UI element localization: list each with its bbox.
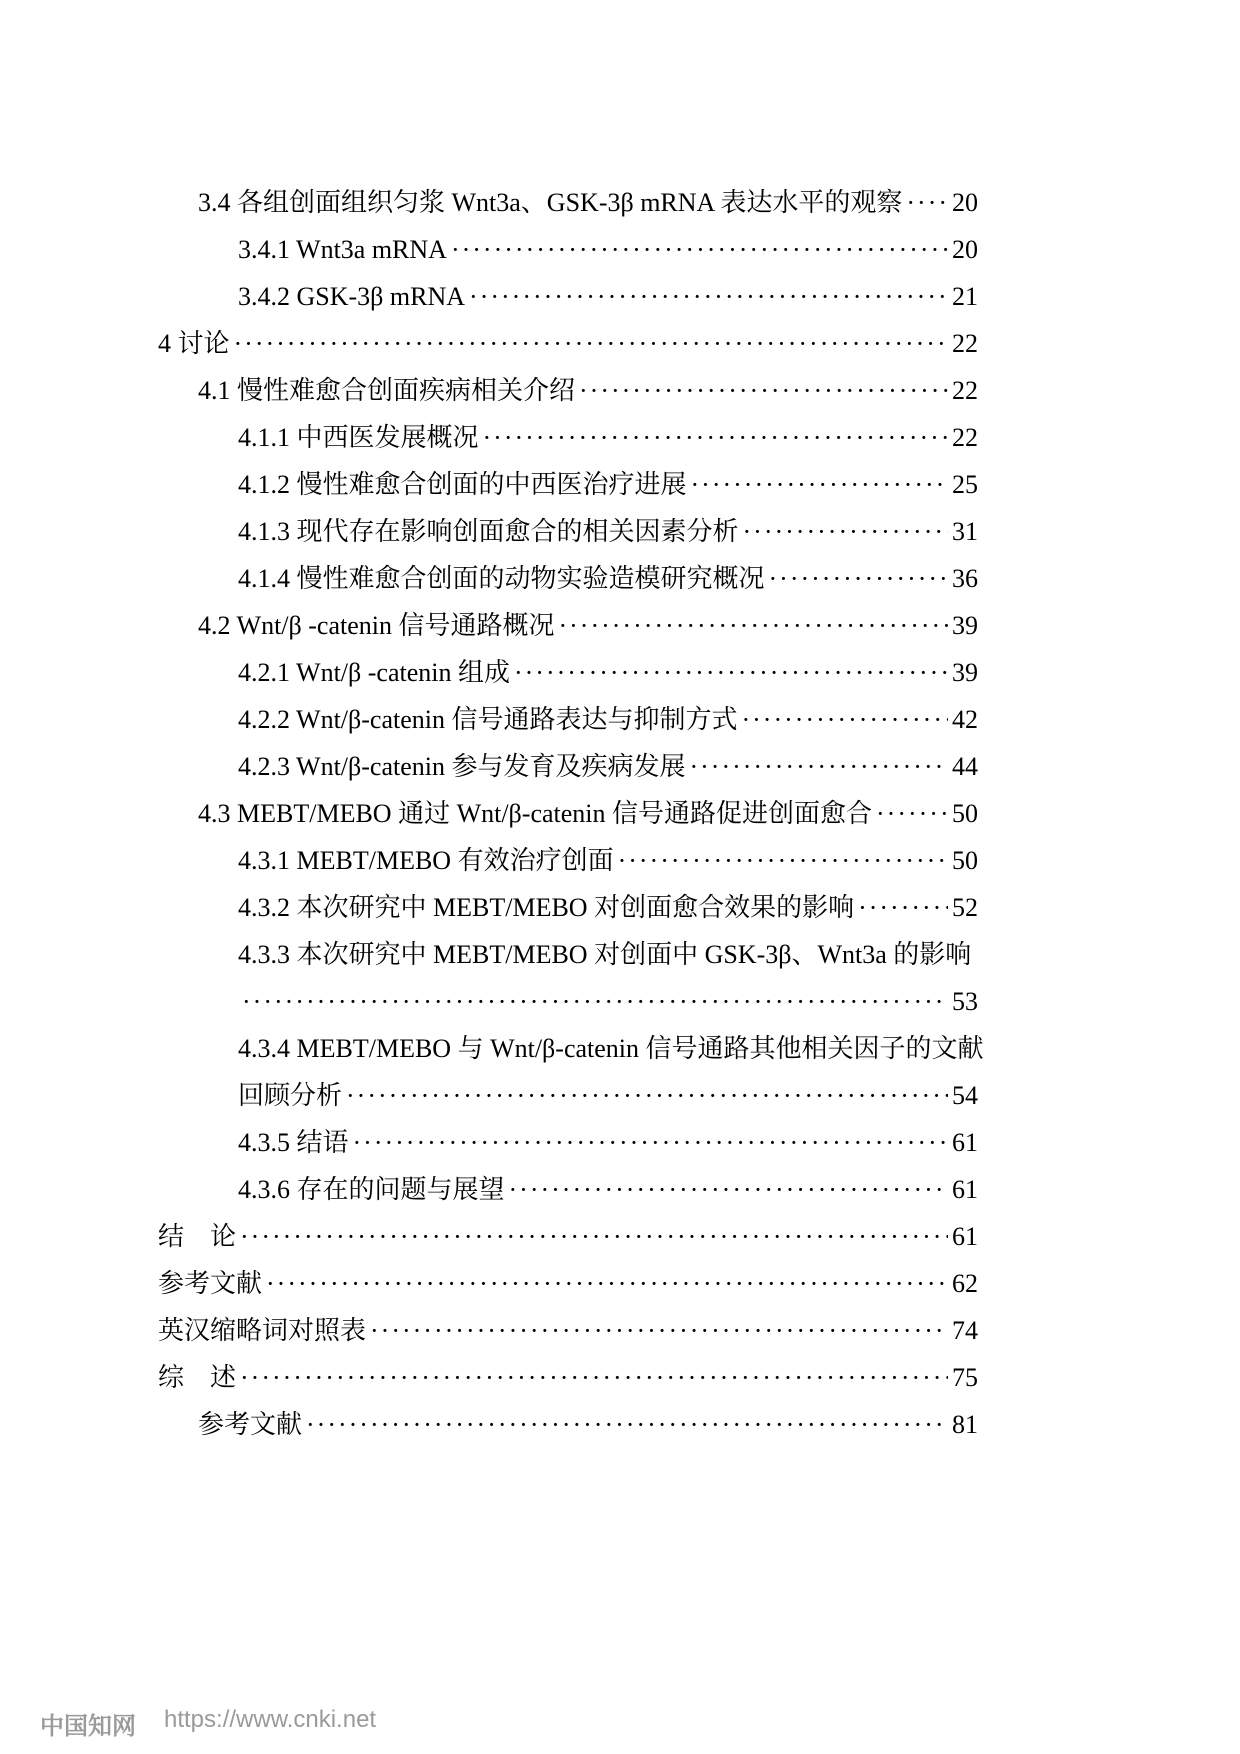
toc-entry[interactable]	[238, 656, 978, 690]
toc-entry[interactable]	[238, 1079, 978, 1113]
toc-entry[interactable]	[238, 515, 978, 549]
toc-entry[interactable]	[198, 1408, 978, 1442]
dot-leader	[266, 1267, 948, 1301]
dot-leader	[346, 1079, 948, 1113]
toc-entry[interactable]	[198, 797, 978, 831]
toc-entry[interactable]	[238, 468, 978, 502]
toc-entry[interactable]	[158, 1361, 978, 1395]
toc-entry[interactable]	[238, 421, 978, 455]
toc-entry[interactable]	[198, 374, 978, 408]
toc-entry-page: 61	[952, 1128, 978, 1157]
toc-entry-title: 4.1.3 现代存在影响创面愈合的相关因素分析	[238, 517, 739, 546]
toc-entry-page: 22	[952, 376, 978, 405]
toc-entry-page: 22	[952, 329, 978, 358]
dot-leader	[558, 609, 948, 643]
toc-entry-page: 61	[952, 1175, 978, 1204]
toc-entry[interactable]	[238, 750, 978, 784]
dot-leader	[242, 985, 948, 1019]
toc-entry-title: 3.4.2 GSK-3β mRNA	[238, 282, 466, 311]
toc-entry-title: 结 论	[158, 1222, 237, 1251]
dot-leader	[370, 1314, 948, 1348]
toc-entry-title-line1[interactable]: 4.3.3 本次研究中 MEBT/MEBO 对创面中 GSK-3β、Wnt3a 的影响	[238, 940, 972, 969]
toc-entry[interactable]	[238, 844, 978, 878]
toc-entry-page: 39	[952, 658, 978, 687]
toc-entry-page: 50	[952, 799, 978, 828]
toc-entry-title: 3.4 各组创面组织匀浆 Wnt3a、GSK-3β mRNA 表达水平的观察	[198, 188, 903, 217]
toc-entry-title: 4.2.2 Wnt/β-catenin 信号通路表达与抑制方式	[238, 705, 738, 734]
dot-leader	[689, 750, 948, 784]
toc-entry-page: 20	[952, 188, 978, 217]
toc-entry-page: 52	[952, 893, 978, 922]
toc-entry[interactable]	[238, 985, 978, 1019]
dot-leader	[483, 421, 948, 455]
toc-entry-page: 75	[952, 1363, 978, 1392]
toc-entry-title: 4.3.2 本次研究中 MEBT/MEBO 对创面愈合效果的影响	[238, 893, 855, 922]
toc-entry-title: 参考文献	[198, 1410, 303, 1439]
toc-entry-page: 74	[952, 1316, 978, 1345]
dot-leader	[743, 515, 948, 549]
dot-leader	[451, 233, 948, 267]
dot-leader	[514, 656, 948, 690]
toc-entry[interactable]	[158, 327, 978, 361]
dot-leader	[306, 1408, 948, 1442]
toc-entry-page: 25	[952, 470, 978, 499]
toc-entry-title: 参考文献	[158, 1269, 263, 1298]
dot-leader	[353, 1126, 948, 1160]
dot-leader	[691, 468, 948, 502]
toc-entry-title: 4.3.5 结语	[238, 1128, 349, 1157]
dot-leader	[769, 562, 948, 596]
toc-entry-title: 3.4.1 Wnt3a mRNA	[238, 235, 447, 264]
dot-leader	[618, 844, 948, 878]
dot-leader	[741, 703, 948, 737]
toc-entry-title: 综 述	[158, 1363, 237, 1392]
toc-entry-page: 31	[952, 517, 978, 546]
toc-entry-page: 44	[952, 752, 978, 781]
toc-entry-page: 81	[952, 1410, 978, 1439]
toc-entry[interactable]	[198, 186, 978, 220]
toc-entry-page: 53	[952, 987, 978, 1016]
dot-leader	[469, 280, 948, 314]
dot-leader	[579, 374, 948, 408]
toc-entry[interactable]	[238, 280, 978, 314]
toc-entry[interactable]	[238, 233, 978, 267]
toc-entry-page: 61	[952, 1222, 978, 1251]
toc-entry-title: 4.1.2 慢性难愈合创面的中西医治疗进展	[238, 470, 687, 499]
toc-entry-page: 39	[952, 611, 978, 640]
cnki-url[interactable]: https://www.cnki.net	[164, 1706, 377, 1733]
toc-entry-title: 4.2.1 Wnt/β -catenin 组成	[238, 658, 510, 687]
toc-entry-title: 4.2.3 Wnt/β-catenin 参与发育及疾病发展	[238, 752, 686, 781]
toc-entry-title: 4.1.1 中西医发展概况	[238, 423, 479, 452]
toc-entry[interactable]	[198, 609, 978, 643]
toc-entry-page: 21	[952, 282, 978, 311]
toc-entry[interactable]	[238, 703, 978, 737]
dot-leader	[876, 797, 948, 831]
toc-entry-page: 50	[952, 846, 978, 875]
toc-entry-title: 4.2 Wnt/β -catenin 信号通路概况	[198, 611, 555, 640]
toc-entry-title: 4.1.4 慢性难愈合创面的动物实验造模研究概况	[238, 564, 765, 593]
toc-entry-title: 4.3.6 存在的问题与展望	[238, 1175, 505, 1204]
toc-entry-page: 20	[952, 235, 978, 264]
dot-leader	[858, 891, 948, 925]
footer-watermark	[40, 1706, 376, 1741]
toc-entry[interactable]	[238, 562, 978, 596]
toc-entry-page: 36	[952, 564, 978, 593]
toc-entry-title: 回顾分析	[238, 1081, 343, 1110]
toc-entry-title: 4.3 MEBT/MEBO 通过 Wnt/β-catenin 信号通路促进创面愈合	[198, 799, 873, 828]
toc-entry-title: 4 讨论	[158, 329, 230, 358]
cnki-logo: 中国知网	[40, 1713, 136, 1740]
toc-entry[interactable]	[238, 1173, 978, 1207]
toc-entry-title: 英汉缩略词对照表	[158, 1316, 367, 1345]
toc-entry[interactable]	[158, 1314, 978, 1348]
dot-leader	[234, 327, 948, 361]
toc-entry-page: 54	[952, 1081, 978, 1110]
dot-leader	[509, 1173, 948, 1207]
dot-leader	[906, 186, 948, 220]
toc-entry-title: 4.1 慢性难愈合创面疾病相关介绍	[198, 376, 576, 405]
toc-entry[interactable]	[238, 1126, 978, 1160]
toc-entry-page: 42	[952, 705, 978, 734]
toc-entry-title-line1[interactable]: 4.3.4 MEBT/MEBO 与 Wnt/β-catenin 信号通路其他相关因子的文献	[238, 1034, 984, 1063]
dot-leader	[240, 1220, 948, 1254]
toc-entry[interactable]	[158, 1220, 978, 1254]
toc-entry-title: 4.3.1 MEBT/MEBO 有效治疗创面	[238, 846, 614, 875]
dot-leader	[240, 1361, 948, 1395]
toc-entry[interactable]	[238, 891, 978, 925]
toc-entry-page: 22	[952, 423, 978, 452]
toc-entry[interactable]	[158, 1267, 978, 1301]
toc-entry-page: 62	[952, 1269, 978, 1298]
